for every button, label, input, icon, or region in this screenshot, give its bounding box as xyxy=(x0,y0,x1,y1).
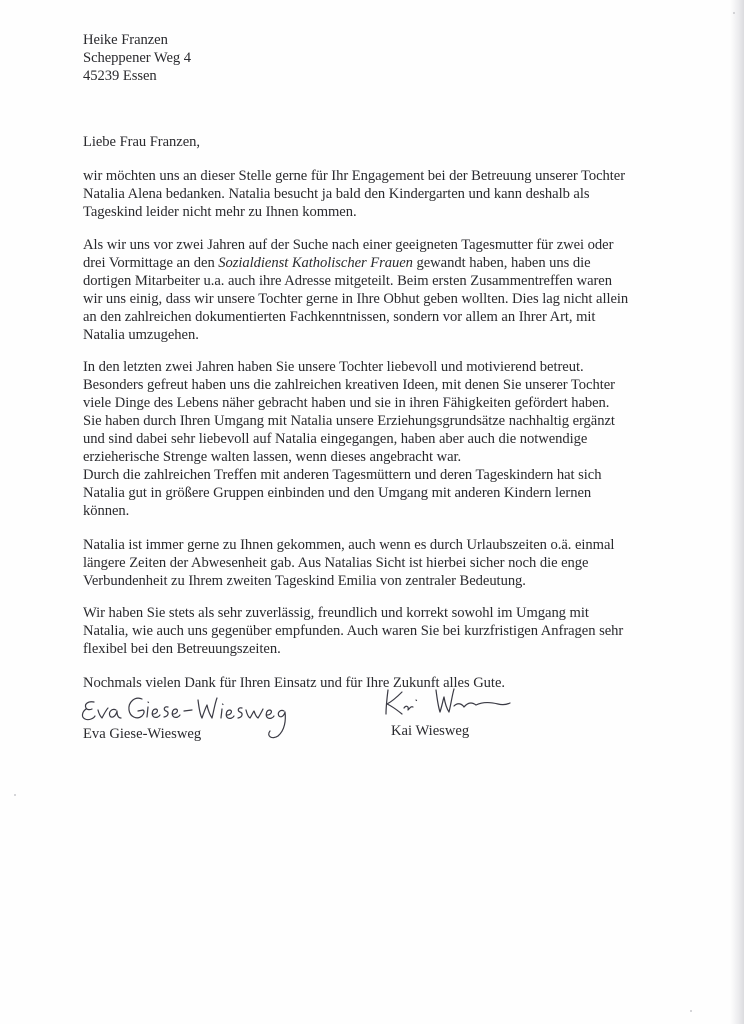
sender-city: 45239 Essen xyxy=(83,68,157,84)
paragraph-line: können. xyxy=(83,503,130,519)
paragraph-line: Natalia gut in größere Gruppen einbinden und den Umgang mit anderen Kindern lernen xyxy=(83,485,592,501)
paragraph-line: Als wir uns vor zwei Jahren auf der Suche nach einer geeigneten Tagesmutter für zwei oder xyxy=(83,237,614,253)
paragraph-line: Tageskind leider nicht mehr zu Ihnen kommen. xyxy=(83,204,357,220)
paragraph-line: Natalia Alena bedanken. Natalia besucht ja bald den Kindergarten und kann deshalb als xyxy=(83,186,590,202)
scan-speck xyxy=(733,12,735,14)
paragraph-line: längere Zeiten der Abwesenheit gab. Aus Natalias Sicht ist hierbei sicher noch die enge xyxy=(83,555,589,571)
paragraph-line: Verbundenheit zu Ihrem zweiten Tageskind Emilia von zentraler Bedeutung. xyxy=(83,573,526,589)
printed-name-left: Eva Giese-Wiesweg xyxy=(83,726,202,742)
paragraph-line: viele Dinge des Lebens näher gebracht haben und sie in ihren Fähigkeiten gefördert haben. xyxy=(83,395,610,411)
scan-speck xyxy=(690,1010,692,1012)
scan-speck xyxy=(14,794,16,796)
paragraph-line: erzieherische Strenge walten lassen, wenn dieses angebracht war. xyxy=(83,449,462,465)
paragraph-line: und sind dabei sehr liebevoll auf Natalia eingegangen, haben aber auch die notwendige xyxy=(83,431,588,447)
paragraph-line: Sie haben durch Ihren Umgang mit Natalia unsere Erziehungsgrundsätze nachhaltig ergänzt xyxy=(83,413,615,429)
paragraph-line: Wir haben Sie stets als sehr zuverlässig, freundlich und korrekt sowohl im Umgang mit xyxy=(83,605,589,621)
text-run: drei Vormittage an den xyxy=(83,255,219,271)
sender-street: Scheppener Weg 4 xyxy=(83,50,191,66)
organization-name: Sozialdienst Katholischer Frauen xyxy=(218,255,413,271)
paragraph-line: wir möchten uns an dieser Stelle gerne für Ihr Engagement bei der Betreuung unserer Tochter xyxy=(83,168,626,184)
paragraph-line: Natalia, wie auch uns gegenüber empfunden. Auch waren Sie bei kurzfristigen Anfragen sehr xyxy=(83,623,624,639)
printed-name-right: Kai Wiesweg xyxy=(391,723,470,739)
paragraph-line: an den zahlreichen dokumentierten Fachkenntnissen, sondern vor allem an Ihrer Art, mit xyxy=(83,309,596,325)
paragraph-line: In den letzten zwei Jahren haben Sie unsere Tochter liebevoll und motivierend betreut. xyxy=(83,359,584,375)
scan-shadow-edge xyxy=(730,0,744,1024)
text-run: gewandt haben, haben uns die xyxy=(412,255,591,271)
paragraph-line: Durch die zahlreichen Treffen mit anderen Tagesmüttern und deren Tageskindern hat sich xyxy=(83,467,602,483)
salutation: Liebe Frau Franzen, xyxy=(83,134,200,150)
paragraph-line: Natalia ist immer gerne zu Ihnen gekommen, auch wenn es durch Urlaubszeiten o.ä. einmal xyxy=(83,537,615,553)
paragraph-line: flexibel bei den Betreuungszeiten. xyxy=(83,641,281,657)
paragraph-line: Besonders gefreut haben uns die zahlreichen kreativen Ideen, mit denen Sie unserer Tochter xyxy=(83,377,615,393)
paragraph-line: wir uns einig, dass wir unsere Tochter gerne in Ihre Obhut geben wollten. Dies lag nicht allein xyxy=(83,291,629,307)
paragraph-line: dortigen Mitarbeiter u.a. auch ihre Adresse mitgeteilt. Beim ersten Zusammentreffen waren xyxy=(83,273,612,289)
sender-name: Heike Franzen xyxy=(83,32,168,48)
paragraph-line xyxy=(83,254,591,272)
paragraph-line: Natalia umzugehen. xyxy=(83,327,199,343)
signature-kai-wiesweg xyxy=(380,686,520,722)
closing-line: Nochmals vielen Dank für Ihren Einsatz und für Ihre Zukunft alles Gute. xyxy=(83,675,505,691)
